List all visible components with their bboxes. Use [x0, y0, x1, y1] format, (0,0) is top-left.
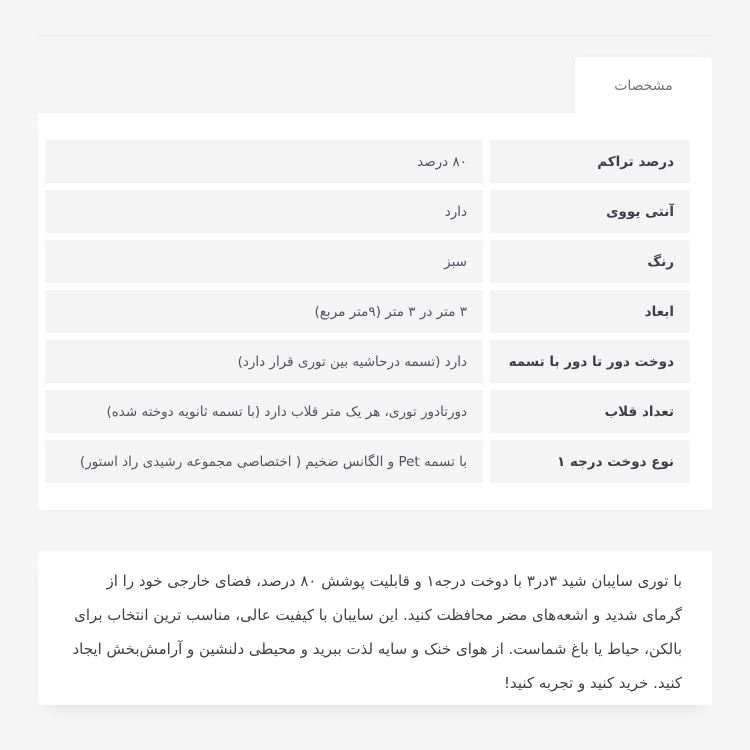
spec-label: تعداد قلاب: [490, 390, 690, 433]
spec-label: نوع دوخت درجه ۱: [490, 440, 690, 483]
spec-value: ۸۰ درصد: [45, 140, 483, 183]
spec-value: ۳ متر در ۳ متر (۹متر مربع): [45, 290, 483, 333]
tab-specifications[interactable]: مشخصات: [575, 57, 712, 114]
table-row: [45, 290, 690, 333]
table-row: [45, 240, 690, 283]
spec-value: دورتادور توری، هر یک متر قلاب دارد (با تسمه ثانویه دوخته شده): [45, 390, 483, 433]
spec-value: با تسمه Pet و الگانس ضخیم ( اختصاصی مجموعه رشیدی راد استور): [45, 440, 483, 483]
product-description: با توری سایبان شید ۳در۳ با دوخت درجه۱ و قابلیت پوشش ۸۰ درصد، فضای خارجی خود را از گرمای شدید و اشعه‌های مضر محافظت کنید. این سایبان با کیفیت عالی، مناسب ترین انتخاب برای بالکن، حیاط یا باغ شماست. از هوای خنک و سایه لذت ببرید و محیطی دلنشین و آرامش‌بخش ایجاد کنید. خرید کنید و تجربه کنید!: [72, 572, 682, 692]
description-card: [38, 551, 712, 705]
spec-label: آنتی یووی: [490, 190, 690, 233]
spec-label: درصد تراکم: [490, 140, 690, 183]
table-row: [45, 390, 690, 433]
spec-label: دوخت دور تا دور با تسمه: [490, 340, 690, 383]
spec-label: رنگ: [490, 240, 690, 283]
table-row: [45, 440, 690, 483]
top-divider: [38, 35, 712, 36]
specifications-card: [38, 113, 712, 510]
spec-value: دارد: [45, 190, 483, 233]
spec-value: سبز: [45, 240, 483, 283]
spec-value: دارد (تسمه درحاشیه بین توری قرار دارد): [45, 340, 483, 383]
table-row: [45, 340, 690, 383]
spec-label: ابعاد: [490, 290, 690, 333]
table-row: [45, 140, 690, 183]
table-row: [45, 190, 690, 233]
